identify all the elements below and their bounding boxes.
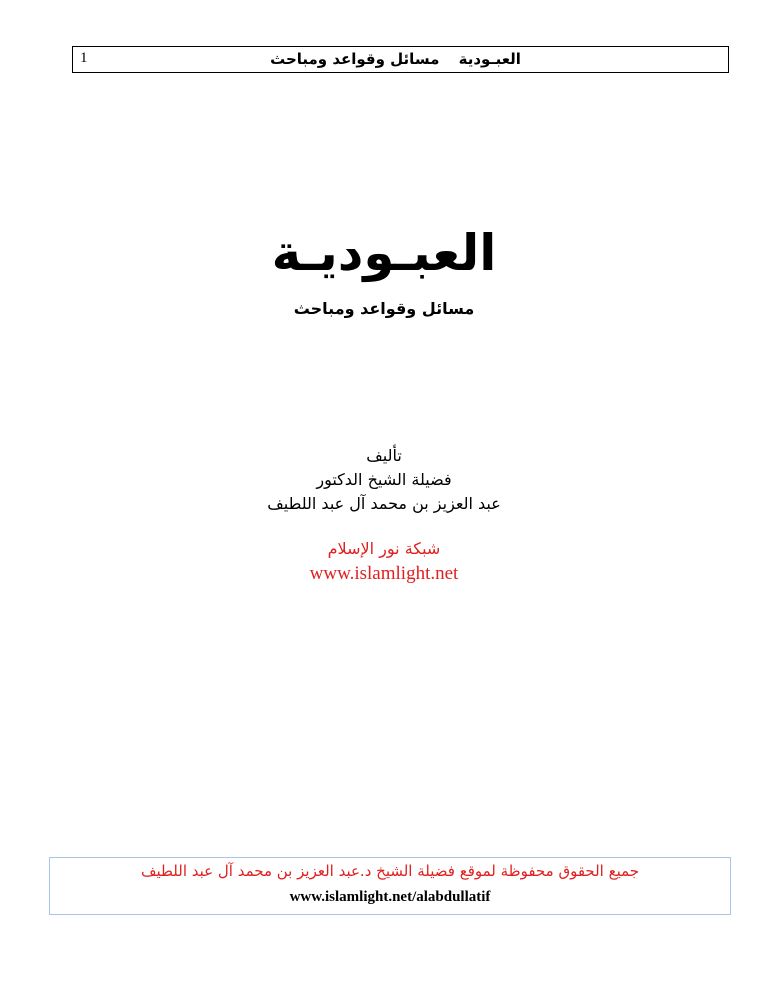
page-number: 1 xyxy=(80,50,88,66)
copyright-notice: جميع الحقوق محفوظة لموقع فضيلة الشيخ د.عبد العزيز بن محمد آل عبد اللطيف xyxy=(140,862,640,880)
footer-link[interactable]: www.islamlight.net/alabdullatif xyxy=(289,889,491,905)
book-subtitle: مسائل وقواعد ومباحث xyxy=(293,299,475,318)
author-block xyxy=(0,444,768,516)
publisher-name: شبكة نور الإسلام xyxy=(327,539,441,558)
book-title: العبـوديـة xyxy=(271,224,497,282)
author-name: عبد العزيز بن محمد آل عبد اللطيف xyxy=(267,494,501,513)
author-honorific: فضيلة الشيخ الدكتور xyxy=(316,470,452,489)
copyright-footer xyxy=(49,857,731,915)
header-title-main: العبـودية xyxy=(458,50,521,68)
publisher-block xyxy=(0,537,768,587)
running-header xyxy=(72,46,729,73)
header-title-sub: مسائل وقواعد ومباحث xyxy=(270,50,440,68)
header-title xyxy=(73,49,728,69)
authorship-label: تأليف xyxy=(366,446,402,465)
publisher-url[interactable]: www.islamlight.net xyxy=(309,563,459,584)
